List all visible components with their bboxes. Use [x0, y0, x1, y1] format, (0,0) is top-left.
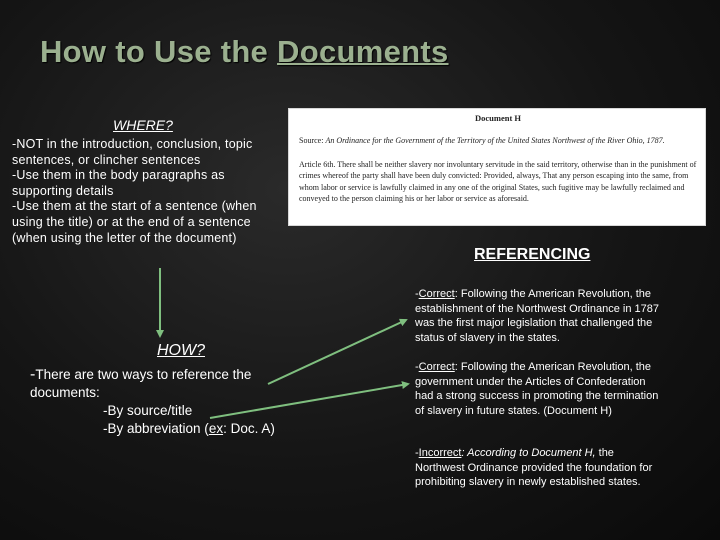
document-label: Document H [475, 113, 522, 123]
how-heading: HOW? [157, 342, 205, 359]
slide-title-part2: Documents [277, 34, 449, 69]
how-intro-text: There are two ways to reference the documents: [30, 367, 252, 400]
ref-text: : Following the American Revolution, the establishment of the Northwest Ordinance in 1787 was the first major legislation that challenged the status of slavery in the states. [415, 288, 659, 344]
arrow-title-example [268, 320, 406, 384]
ref-text: : Following the American Revolution, the government under the Articles of Confederation had a strong success in promoting the termination of slavery in future states. (Document H) [415, 361, 659, 417]
how-item-source: -By source/title [103, 403, 193, 418]
how-item2-suffix: : Doc. A) [223, 421, 275, 436]
ref-label: Incorrect [418, 447, 462, 459]
ref-text: the Northwest Ordinance provided the foundation for prohibiting slavery in newly established states. [415, 447, 653, 489]
how-dash: - [30, 366, 36, 383]
ref-prefix: - [415, 447, 419, 459]
ref-prefix: - [415, 361, 419, 373]
referencing-heading: REFERENCING [474, 246, 591, 263]
how-item2-prefix: -By abbreviation ( [103, 421, 209, 436]
slide-title-part1: How to Use the [40, 34, 278, 69]
where-heading: WHERE? [113, 117, 173, 133]
where-line: -Use them in the body paragraphs as supporting details [12, 168, 225, 198]
arrow-abbreviation-example [210, 384, 408, 418]
where-line: -NOT in the introduction, conclusion, topic sentences, or clincher sentences [12, 137, 253, 167]
ref-label: Correct [418, 288, 455, 300]
document-text: Article 6th. There shall be neither slavery nor involuntary servitude in the said territory, otherwise than in the punishment of crimes whereof the party shall have been duly convicted: Provided, always, That any person escaping into the same, from whom labor or service is lawfully claimed in any one of the original States, such fugitive may be lawfully reclaimed and conveyed to the person claiming his or her labor or service as aforesaid. [299, 160, 697, 204]
ref-label: Correct [418, 361, 455, 373]
document-source-title: An Ordinance for the Government of the Territory of the United States Northwest of the River Ohio, 1787. [325, 136, 665, 145]
how-item2-ex: ex [208, 421, 224, 436]
ref-prefix: - [415, 288, 419, 300]
ref-text-italic: : According to Document H, [461, 447, 596, 459]
document-source-prefix: Source: [299, 136, 324, 145]
where-line: -Use them at the start of a sentence (when using the title) or at the end of a sentence (when using the letter of the document) [12, 199, 257, 245]
